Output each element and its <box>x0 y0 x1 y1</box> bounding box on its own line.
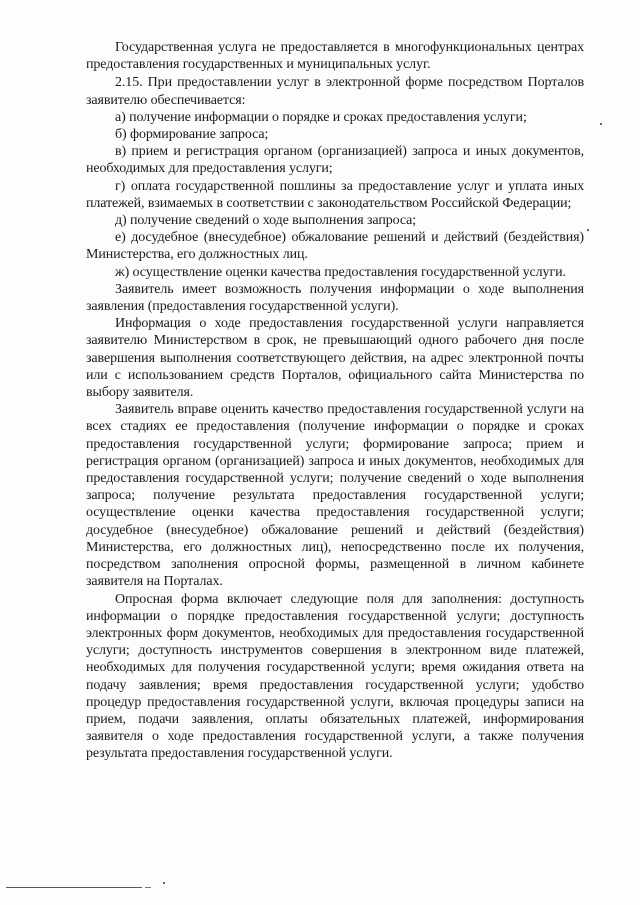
document-body <box>86 39 584 763</box>
paragraph-survey-form: Опросная форма включает следующие поля для заполнения: доступность информации о порядке предоставления государственной услуги; доступность электронных форм документов, необходимых для предоставления государственной услуги; доступность инструментов совершения в электронном виде платежей, необходимых для получения государственной услуги; время ожидания ответа на подачу заявления; время предоставления государственной услуги; удобство процедур предоставления государственной услуги, включая процедуры записи на прием, подачи заявления, оплаты обязательных платежей, информирования заявителя о ходе предоставления государственной услуги, а также получения результата предоставления государственной услуги. <box>86 591 584 762</box>
scan-speck <box>600 123 602 125</box>
list-item-zh: ж) осуществление оценки качества предоставления государственной услуги. <box>115 264 566 280</box>
list-item-d: д) получение сведений о ходе выполнения запроса; <box>115 213 417 229</box>
scan-speck <box>163 882 165 884</box>
list-item-v: в) прием и регистрация органом (организацией) запроса и иных документов, необходимых для предоставления услуги; <box>86 144 584 177</box>
list-item-g: г) оплата государственной пошлины за предоставление услуг и уплата иных платежей, взимаемых в соответствии с законодательством Российской Федерации; <box>86 178 584 211</box>
paragraph-mfc-note: Государственная услуга не предоставляется в многофункциональных центрах предоставления государственных и муниципальных услуг. <box>86 40 584 73</box>
paragraph-2-15: 2.15. При предоставлении услуг в электронной форме посредством Порталов заявителю обеспечивается: <box>86 75 584 108</box>
paragraph-quality-evaluation: Заявитель вправе оценить качество предоставления государственной услуги на всех стадиях ее предоставления (получение информации о порядке и сроках предоставления государственной услуги; формирование запроса; прием и регистрация органом (организацией) запроса и иных документов, необходимых для предоставления государственной услуги; получение сведений о ходе выполнения запроса; получение результата предоставления государственной услуги; осуществление оценки качества предоставления государственной услуги; досудебное (внесудебное) обжалование решений и действий (бездействия) Министерства, его должностных лиц), непосредственно после их получения, посредством заполнения опросной формы, размещенной в личном кабинете заявителя на Порталах. <box>86 402 584 590</box>
list-item-b: б) формирование запроса; <box>115 127 269 143</box>
paragraph-notification: Информация о ходе предоставления государственной услуги направляется заявителю Министерством в срок, не превышающий одного рабочего дня после завершения выполнения соответствующего действия, на адрес электронной почты или с использованием средств Порталов, официального сайта Министерства по выбору заявителя. <box>86 316 584 401</box>
paragraph-status-info: Заявитель имеет возможность получения информации о ходе выполнения заявления (предоставления государственной услуги). <box>86 281 584 315</box>
footer-rule <box>6 887 142 888</box>
scan-speck <box>587 229 589 231</box>
list-item-e: е) досудебное (внесудебное) обжалование решений и действий (бездействия) Министерства, его должностных лиц. <box>86 230 584 263</box>
footer-rule-tail <box>145 887 151 888</box>
list-item-a: а) получение информации о порядке и сроках предоставления услуги; <box>115 109 527 125</box>
